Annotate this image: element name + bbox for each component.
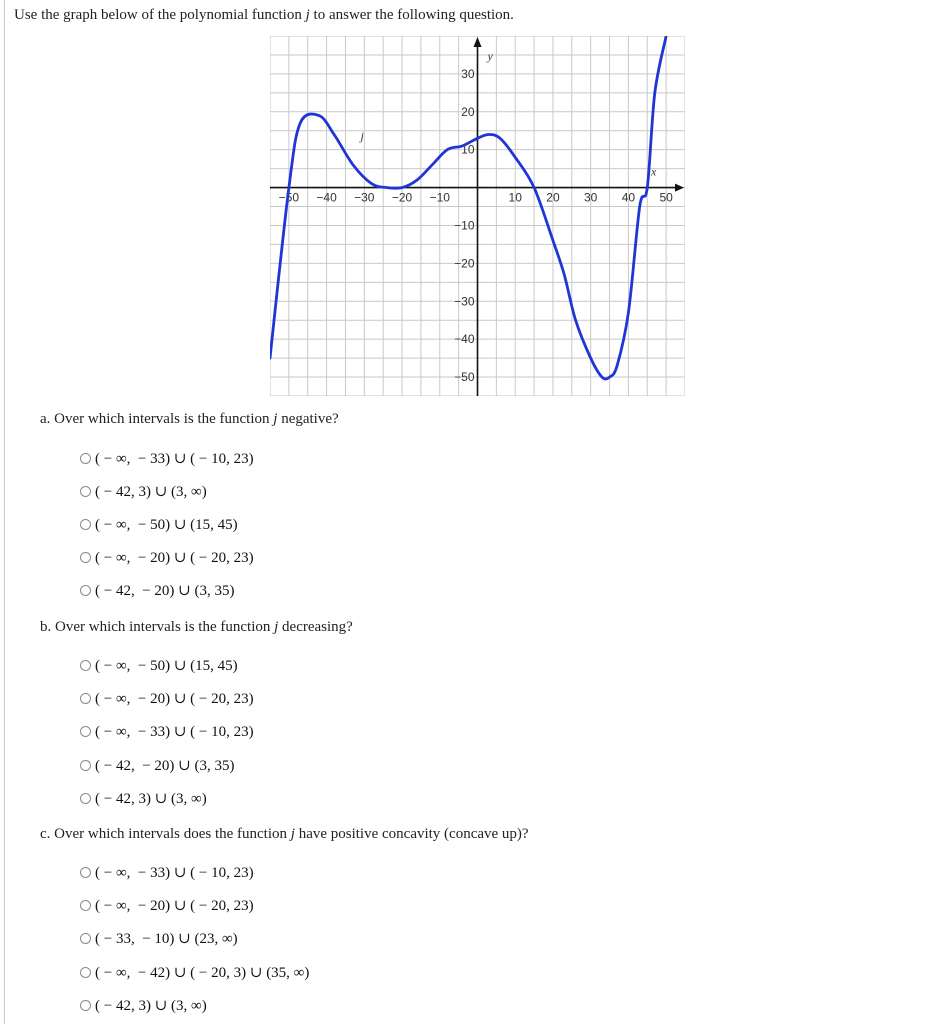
x-tick-label: 10 [508,190,522,205]
question-b-option-4[interactable] [80,754,234,776]
option-label: ( − ∞, − 20) ∪ ( − 20, 23) [95,690,254,707]
radio-button[interactable] [80,693,91,704]
radio-button[interactable] [80,726,91,737]
x-tick-label: 30 [584,190,598,205]
y-tick-label: −30 [454,294,475,309]
question-c-option-3[interactable] [80,927,238,949]
function-curve [270,36,666,379]
radio-button[interactable] [80,900,91,911]
question-c-suffix: have positive concavity (concave up)? [294,826,529,842]
option-label: ( − ∞, − 33) ∪ ( − 10, 23) [95,450,254,467]
option-label: ( − 42, − 20) ∪ (3, 35) [95,582,235,599]
question-b-option-2[interactable] [80,687,254,709]
question-c [40,826,529,843]
option-label: ( − ∞, − 20) ∪ ( − 20, 23) [95,549,254,566]
radio-button[interactable] [80,585,91,596]
question-prompt [14,7,514,24]
question-a-function-name: j [273,411,278,427]
option-label: ( − ∞, − 50) ∪ (15, 45) [95,657,238,674]
radio-button[interactable] [80,967,91,978]
radio-button[interactable] [80,1000,91,1011]
prompt-function-name: j [305,7,310,23]
option-label: ( − ∞, − 33) ∪ ( − 10, 23) [95,723,254,740]
x-axis-label: x [651,164,657,179]
question-b-suffix: decreasing? [278,619,353,635]
question-a-suffix: negative? [277,411,339,427]
y-tick-label: −20 [454,256,475,271]
option-label: ( − 42, 3) ∪ (3, ∞) [95,790,207,807]
question-a-option-1[interactable] [80,447,254,469]
question-a-option-5[interactable] [80,579,234,601]
y-tick-label: 30 [461,66,475,81]
tick-labels [279,49,673,384]
question-b-prefix: b. Over which intervals is the function [40,619,275,635]
y-axis-label: y [487,49,493,63]
option-label: ( − 42, 3) ∪ (3, ∞) [95,483,207,500]
option-label: ( − ∞, − 42) ∪ ( − 20, 3) ∪ (35, ∞) [95,964,310,981]
question-b-option-1[interactable] [80,654,238,676]
x-tick-label: −50 [278,190,300,205]
curve-group [270,36,666,379]
x-tick-label: −40 [316,190,337,205]
polynomial-graph [270,36,685,396]
option-label: ( − 42, 3) ∪ (3, ∞) [95,997,207,1014]
question-c-option-1[interactable] [80,861,254,883]
option-label: ( − 33, − 10) ∪ (23, ∞) [95,930,238,947]
x-tick-label: 20 [546,190,560,205]
question-a-option-4[interactable] [80,546,254,568]
y-tick-label: 10 [461,142,475,157]
radio-button[interactable] [80,486,91,497]
question-b-function-name: j [274,619,279,635]
question-c-function-name: j [290,826,295,842]
option-label: ( − ∞, − 33) ∪ ( − 10, 23) [95,864,254,881]
radio-button[interactable] [80,660,91,671]
y-tick-label: −50 [454,370,475,385]
question-c-prefix: c. Over which intervals does the function [40,826,291,842]
radio-button[interactable] [80,760,91,771]
question-a [40,411,339,428]
radio-button[interactable] [80,867,91,878]
option-label: ( − ∞, − 50) ∪ (15, 45) [95,516,238,533]
x-axis-arrow [675,184,684,192]
question-c-option-2[interactable] [80,894,254,916]
radio-button[interactable] [80,793,91,804]
question-b-option-3[interactable] [80,720,254,742]
curve-label: j [360,129,364,144]
x-tick-label: 40 [621,190,636,205]
x-tick-label: −30 [354,190,375,205]
prompt-text-end: to answer the following question. [309,7,514,23]
y-tick-label: −10 [454,218,475,233]
question-b [40,619,353,636]
y-axis-arrow [474,37,482,47]
question-c-option-5[interactable] [80,994,207,1016]
option-label: ( − ∞, − 20) ∪ ( − 20, 23) [95,897,254,914]
y-tick-label: −40 [454,332,475,347]
prompt-text-start: Use the graph below of the polynomial function [14,7,306,23]
x-tick-label: 50 [659,190,673,205]
radio-button[interactable] [80,552,91,563]
y-tick-label: 20 [461,104,475,119]
radio-button[interactable] [80,453,91,464]
question-b-option-5[interactable] [80,787,207,809]
x-tick-label: −20 [391,190,413,205]
radio-button[interactable] [80,519,91,530]
question-c-option-4[interactable] [80,961,309,983]
radio-button[interactable] [80,933,91,944]
x-tick-label: −10 [429,190,450,205]
option-label: ( − 42, − 20) ∪ (3, 35) [95,757,235,774]
question-a-option-2[interactable] [80,480,207,502]
question-a-prefix: a. Over which intervals is the function [40,411,274,427]
question-a-option-3[interactable] [80,513,238,535]
